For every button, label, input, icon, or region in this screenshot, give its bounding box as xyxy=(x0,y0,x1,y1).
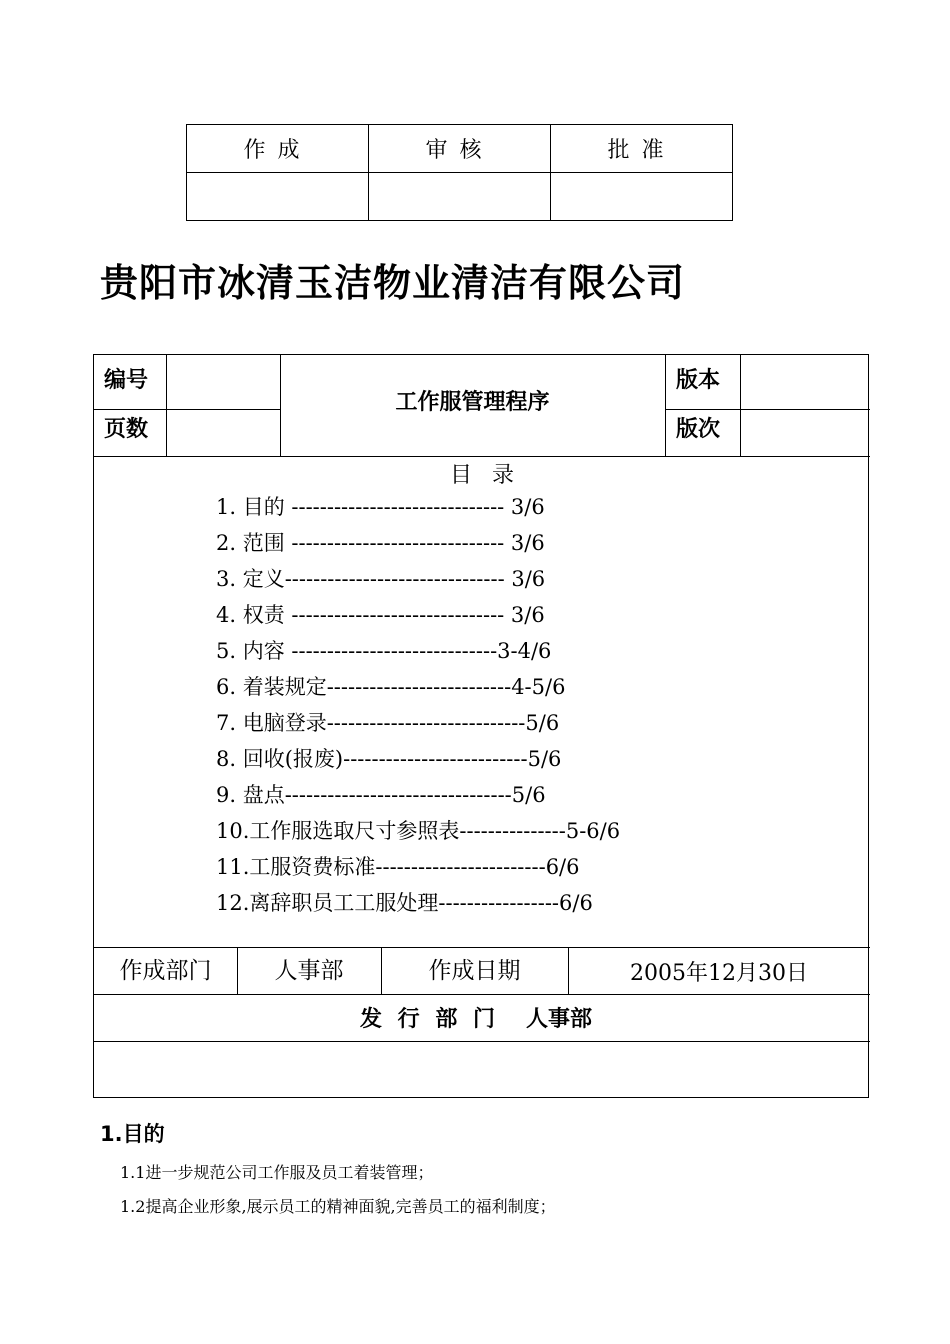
toc-title: 目录 xyxy=(450,463,535,488)
issue-label: 发 行 部 门 xyxy=(360,1007,499,1032)
toc-item: 10.工作服选取尺寸参照表---------------5-6/6 xyxy=(216,819,621,843)
toc-item: 7. 电脑登录----------------------------5/6 xyxy=(216,711,560,735)
approval-cell-prepared[interactable] xyxy=(187,173,369,221)
header-hline-right xyxy=(665,409,870,410)
toc-item: 8. 回收(报废)--------------------------5/6 xyxy=(216,747,562,771)
approval-header-row xyxy=(187,125,733,173)
footer-top-line xyxy=(94,947,870,948)
number-label: 编号 xyxy=(104,368,149,393)
company-name: 贵阳市冰清玉洁物业清洁有限公司 xyxy=(100,261,686,305)
document-title: 工作服管理程序 xyxy=(395,390,550,415)
footer-mid-line xyxy=(94,994,870,995)
toc-item: 9. 盘点--------------------------------5/6 xyxy=(216,783,546,807)
approval-cell-reviewed[interactable] xyxy=(369,173,551,221)
toc-item: 3. 定义------------------------------- 3/6 xyxy=(216,567,546,591)
version-label: 版本 xyxy=(676,368,721,393)
approval-cell-approved[interactable] xyxy=(551,173,733,221)
document-form xyxy=(93,354,869,1098)
approval-header-approved: 批准 xyxy=(551,125,733,173)
approval-header-prepared: 作成 xyxy=(187,125,369,173)
header-vline-1 xyxy=(166,355,167,456)
section-paragraph: 1.2提高企业形象,展示员工的精神面貌,完善员工的福利制度； xyxy=(120,1197,556,1216)
toc-item: 2. 范围 ------------------------------ 3/6 xyxy=(216,531,545,555)
section-paragraph: 1.1进一步规范公司工作服及员工着装管理； xyxy=(120,1163,434,1182)
section-heading: 1.目的 xyxy=(100,1122,165,1146)
header-bottom-line xyxy=(94,456,870,457)
header-hline-left xyxy=(94,409,280,410)
date-value: 2005年12月30日 xyxy=(630,961,808,986)
approval-header-reviewed: 审核 xyxy=(369,125,551,173)
approval-signature-row xyxy=(187,173,733,221)
header-vline-3 xyxy=(665,355,666,456)
dept-label: 作成部门 xyxy=(119,958,212,984)
toc-item: 4. 权责 ------------------------------ 3/6 xyxy=(216,603,545,627)
toc-item: 12.离辞职员工工服处理-----------------6/6 xyxy=(216,891,593,915)
toc-item: 11.工服资费标准------------------------6/6 xyxy=(216,855,580,879)
toc-item: 1. 目的 ------------------------------ 3/6 xyxy=(216,495,545,519)
date-label: 作成日期 xyxy=(428,958,521,984)
toc-item: 6. 着装规定--------------------------4-5/6 xyxy=(216,675,566,699)
toc-item: 5. 内容 -----------------------------3-4/6 xyxy=(216,639,552,663)
approval-table xyxy=(186,124,733,221)
footer-issue-line xyxy=(94,1041,870,1042)
revision-label: 版次 xyxy=(676,417,721,442)
header-vline-4 xyxy=(740,355,741,456)
issue-value: 人事部 xyxy=(526,1007,593,1032)
pages-label: 页数 xyxy=(104,417,149,442)
dept-value: 人事部 xyxy=(274,958,344,984)
